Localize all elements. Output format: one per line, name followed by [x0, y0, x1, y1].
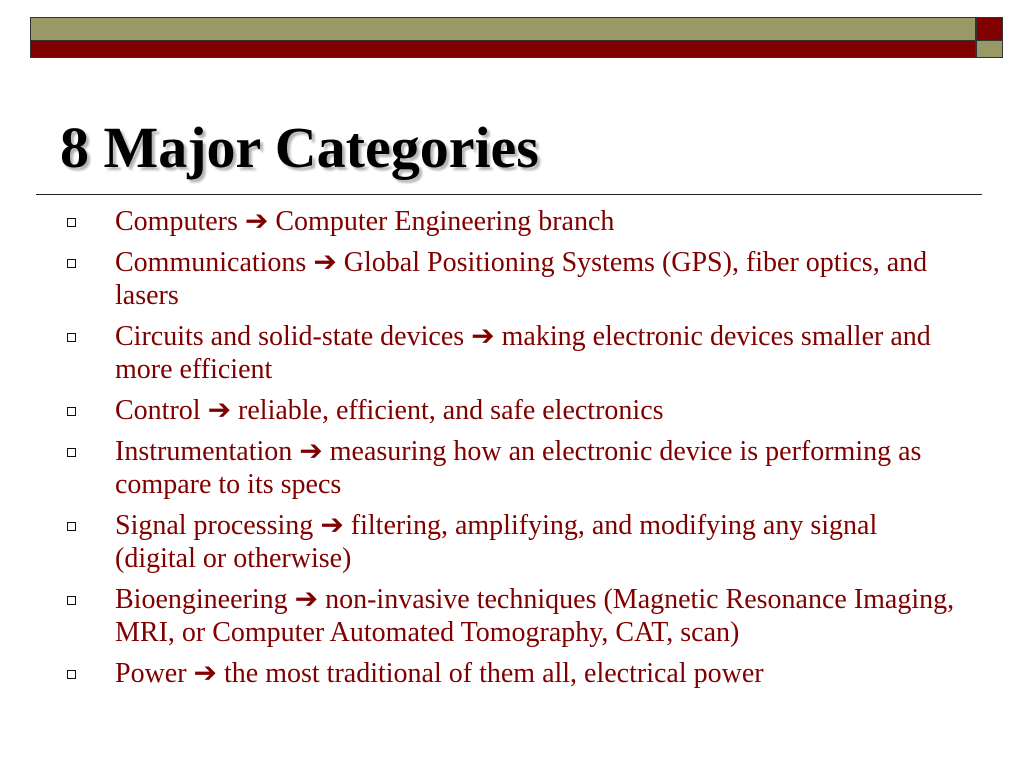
bullet-term: Circuits and solid-state devices [115, 321, 465, 352]
hollow-square-icon [67, 259, 76, 268]
bullet-term: Signal processing [115, 510, 314, 541]
title-divider [36, 194, 982, 195]
bullet-description: Global Positioning Systems (GPS), fiber optics, and lasers [115, 247, 928, 311]
hollow-square-icon [67, 333, 76, 342]
bullet-item [0, 205, 965, 238]
right-arrow-icon: ➔ [193, 658, 218, 689]
bullet-term: Instrumentation [115, 436, 293, 467]
bullet-term: Communications [115, 247, 307, 278]
header-square-olive [976, 41, 1003, 58]
bullet-item [0, 509, 965, 575]
bullet-list [0, 205, 965, 698]
hollow-square-icon [67, 218, 76, 227]
right-arrow-icon: ➔ [299, 436, 323, 467]
bullet-term: Control [115, 395, 201, 426]
bullet-item [0, 320, 965, 386]
bullet-item [0, 657, 965, 690]
right-arrow-icon: ➔ [313, 247, 337, 278]
bullet-description: making electronic devices smaller and more efficient [115, 321, 931, 385]
hollow-square-icon [67, 448, 76, 457]
bullet-description: non-invasive techniques (Magnetic Resonance Imaging, MRI, or Computer Automated Tomography, CAT, scan) [115, 584, 955, 648]
bullet-term: Computers [115, 206, 238, 237]
right-arrow-icon: ➔ [294, 584, 319, 615]
bullet-description: measuring how an electronic device is performing as compare to its specs [115, 436, 922, 500]
hollow-square-icon [67, 522, 76, 531]
right-arrow-icon: ➔ [320, 510, 344, 541]
right-arrow-icon: ➔ [207, 395, 232, 426]
bullet-description: the most traditional of them all, electrical power [224, 658, 764, 689]
bullet-description: Computer Engineering branch [275, 206, 615, 237]
bullet-term: Bioengineering [115, 584, 288, 615]
bullet-item [0, 394, 965, 427]
bullet-item [0, 583, 965, 649]
hollow-square-icon [67, 670, 76, 679]
right-arrow-icon: ➔ [471, 321, 495, 352]
header-band-olive [30, 17, 976, 41]
hollow-square-icon [67, 596, 76, 605]
bullet-item [0, 246, 965, 312]
bullet-description: filtering, amplifying, and modifying any signal (digital or otherwise) [115, 510, 878, 574]
hollow-square-icon [67, 407, 76, 416]
header-band-maroon [30, 41, 976, 58]
bullet-description: reliable, efficient, and safe electronics [238, 395, 664, 426]
slide-title: 8 Major Categories [60, 115, 539, 180]
bullet-term: Power [115, 658, 187, 689]
right-arrow-icon: ➔ [244, 206, 269, 237]
bullet-item [0, 435, 965, 501]
header-square-maroon [976, 17, 1003, 41]
